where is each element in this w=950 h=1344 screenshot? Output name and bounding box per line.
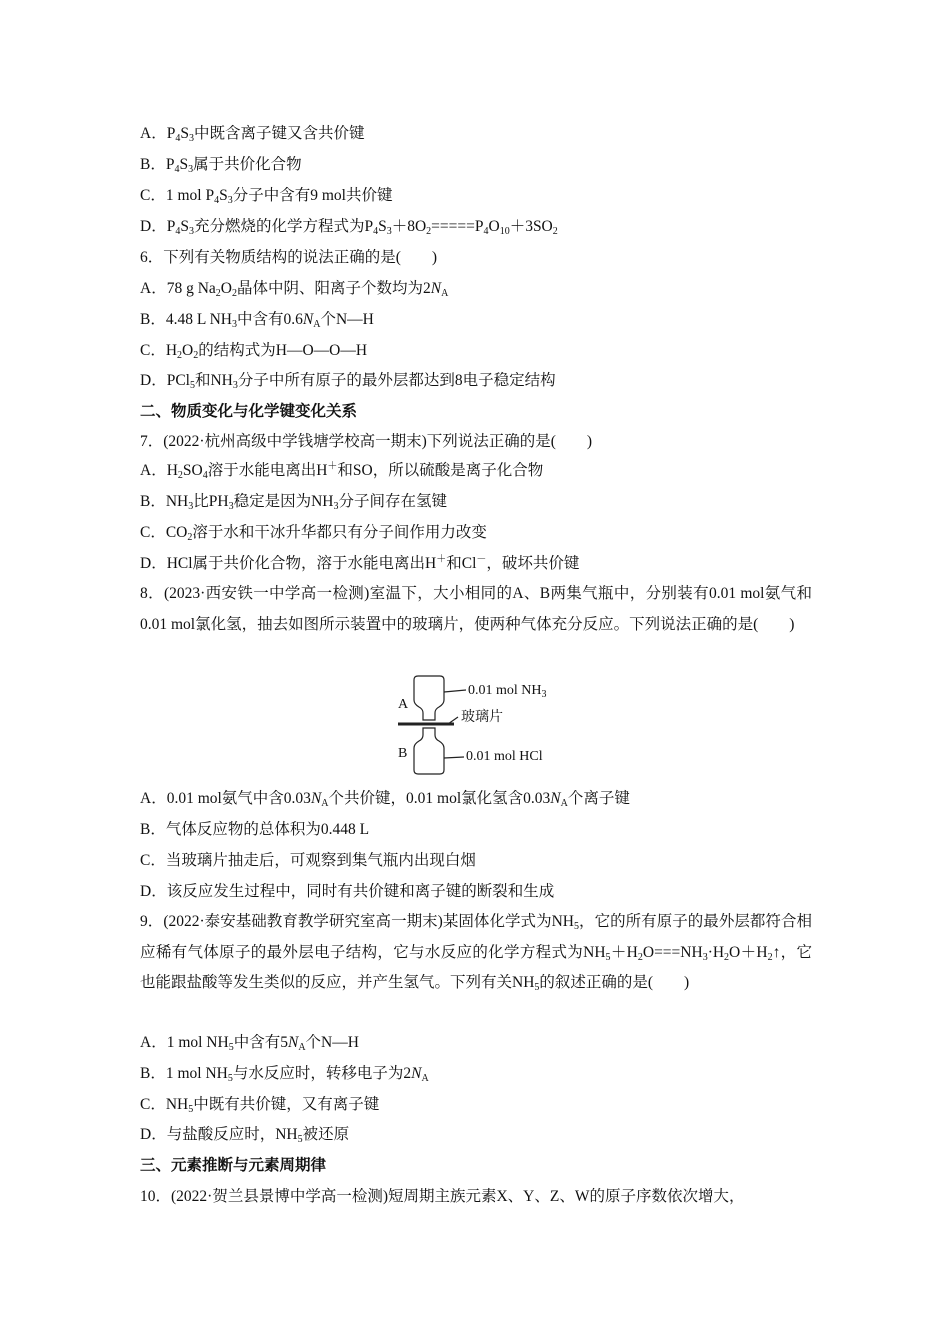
q7-option-d: D．HCl属于共价化合物，溶于水能电离出H＋和Cl－，破坏共价键 (140, 554, 580, 572)
q7-option-b: B．$NH_3$比$PH_3$稳定是因为$NH_3$分子间存在氢键 (140, 493, 447, 512)
q5-option-c: C．1 mol $P_4S_3$分子中含有9 mol共价键 (140, 187, 393, 206)
q6-stem: 6．下列有关物质结构的说法正确的是( ) (140, 249, 438, 266)
bottle-b (414, 728, 444, 774)
q9-option-a: A．1 mol $NH_5$中含有$5N_A$个N—H (140, 1034, 359, 1053)
q5-option-d: D．$P_4S_3$充分燃烧的化学方程式为$P_4S_3+8O_2=====P_4O_{10}+3SO_2$ (140, 218, 558, 237)
leader-nh3 (444, 690, 466, 692)
glass-plate (398, 723, 454, 726)
leader-hcl (444, 757, 464, 758)
figure-label-a: A (398, 697, 409, 712)
q8-option-c: C．当玻璃片抽走后，可观察到集气瓶内出现白烟 (140, 852, 476, 869)
q7-option-a: A．$H_2SO_4$溶于水能电离出H＋和SO，所以硫酸是离子化合物 (140, 461, 544, 481)
q9-option-d: D．与盐酸反应时，$NH_5$被还原 (140, 1126, 350, 1145)
q9-option-c: C．$NH_5$中既有共价键，又有离子键 (140, 1096, 380, 1115)
figure-label-b: B (398, 746, 408, 761)
q9-stem: 9．(2022·泰安基础教育教学研究室高一期末)某固体化学式为$NH_5$，它的所有原子的最外层都符合相应稀有气体原子的最外层电子结构，它与水反应的化学方程式为$NH_5+H_2O===NH_3\cdot H_2O+H_2↑$，它也能跟盐酸等发生类似的反应，并产生氢气。下列有关$NH_5$的叙述正确的是( ) (140, 913, 812, 993)
q6-option-c: C．$H_2O_2$的结构式为H—O—O—H (140, 342, 368, 361)
q7-stem: 7．(2022·杭州高级中学钱塘学校高一期末)下列说法正确的是( ) (140, 433, 593, 450)
section-heading-2: 二、物质变化与化学键变化关系 (140, 403, 358, 420)
q8-option-a: A．0.01 mol氨气中含$0.03N_A$个共价键，0.01 mol氯化氢含$0.03N_A$个离子键 (140, 790, 630, 809)
bottle-a (414, 676, 444, 720)
q6-option-a: A．78 g $Na_2O_2$晶体中阴、阳离子个数均为$2N_A$ (140, 280, 449, 299)
q5-option-a: A．$P_4S_3$中既含离子键又含共价键 (140, 125, 365, 144)
section-heading-3: 三、元素推断与元素周期律 (140, 1157, 327, 1174)
q8-option-b: B．气体反应物的总体积为0.448 L (140, 821, 370, 838)
q6-option-d: D．PCl$_5$和$NH_3$分子中所有原子的最外层都达到8电子稳定结构 (140, 372, 556, 391)
q5-option-b: B．$P_4S_3$属于共价化合物 (140, 156, 302, 175)
figure-label-hcl: 0.01 mol HCl (466, 749, 543, 764)
figure-label-nh3: 0.01 mol $NH_3$ (468, 683, 547, 700)
q10-stem: 10．(2022·贺兰县景博中学高一检测)短周期主族元素X、Y、Z、W的原子序数依次增大， (140, 1188, 745, 1205)
q8-option-d: D．该反应发生过程中，同时有共价键和离子键的断裂和生成 (140, 883, 555, 900)
figure-label-glass: 玻璃片 (461, 710, 503, 725)
q9-option-b: B．1 mol $NH_5$与水反应时，转移电子为$2N_A$ (140, 1065, 429, 1084)
q6-option-b: B．4.48 L $NH_3$中含有$0.6N_A$个N—H (140, 311, 374, 330)
q7-option-c: C．$CO_2$溶于水和干冰升华都只有分子间作用力改变 (140, 524, 487, 543)
q8-stem: 8．(2023·西安铁一中学高一检测)室温下，大小相同的A、B两集气瓶中，分别装有0.01 mol氨气和0.01 mol氯化氢，抽去如图所示装置中的玻璃片，使两种气体充分反应。下列说法正确的是( ) (140, 585, 812, 633)
